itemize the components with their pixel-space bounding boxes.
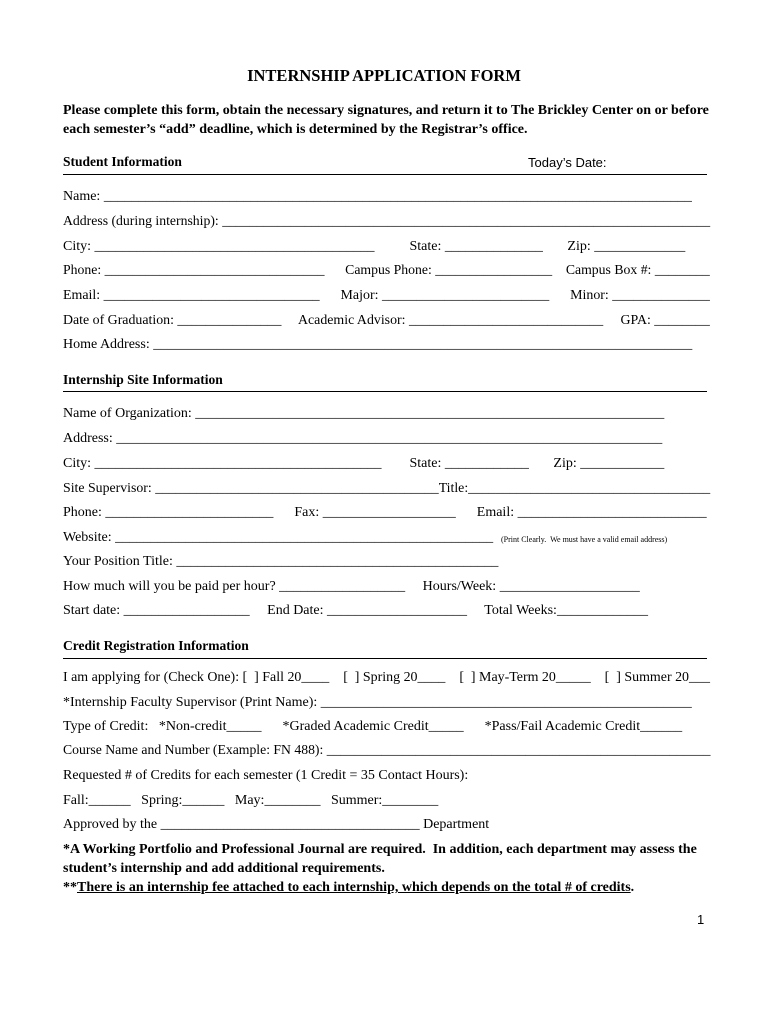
requested-credits-label: Requested # of Credits for each semester (1 Credit = 35 Contact Hours): — [63, 768, 469, 783]
city-state-zip-fields[interactable]: City: ________________________________________ State: ______________ Zip: _____________ — [63, 239, 686, 254]
footnote-portfolio-line-1: *A Working Portfolio and Professional Journal are required. In addition, each department may assess the — [63, 842, 697, 857]
home-address-field[interactable]: Home Address: _____________________________________________________________________________ — [63, 337, 693, 352]
organization-name-field[interactable]: Name of Organization: ___________________________________________________________________ — [63, 406, 665, 421]
page-number: 1 — [697, 912, 705, 927]
todays-date-label: Today’s Date: — [528, 155, 607, 170]
section-heading-site: Internship Site Information — [63, 372, 223, 387]
email-major-minor-fields[interactable]: Email: _______________________________ Major: ________________________ Minor: ______________ — [63, 288, 710, 303]
section-heading-credit: Credit Registration Information — [63, 638, 249, 653]
term-checkboxes[interactable]: I am applying for (Check One): [ ] Fall 20____ [ ] Spring 20____ [ ] May-Term 20_____ [ ] Summer 20___ — [63, 670, 710, 685]
footnote-portfolio-line-2: student’s internship and add additional requirements. — [63, 861, 385, 876]
name-field[interactable]: Name: ____________________________________________________________________________________ — [63, 189, 692, 204]
page-title: INTERNSHIP APPLICATION FORM — [247, 66, 521, 85]
intro-text-line-2: each semester’s “add” deadline, which is determined by the Registrar’s office. — [63, 122, 528, 137]
section-divider — [63, 391, 707, 392]
website-field[interactable]: Website: ______________________________________________________ — [63, 530, 494, 545]
dates-weeks-fields[interactable]: Start date: __________________ End Date: ____________________ Total Weeks:_____________ — [63, 603, 648, 618]
credit-type-fields[interactable]: Type of Credit: *Non-credit_____ *Graded Academic Credit_____ *Pass/Fail Academic Credit______ — [63, 719, 683, 734]
phone-campus-fields[interactable]: Phone: ________________________________ Campus Phone: _________________ Campus Box #: ________ — [63, 263, 710, 278]
footnote-fee — [63, 880, 634, 896]
address-during-internship-field[interactable]: Address (during internship): _______________________________________________________________________ — [63, 214, 711, 229]
faculty-supervisor-field[interactable]: *Internship Faculty Supervisor (Print Name): _____________________________________________________ — [63, 695, 692, 710]
section-divider — [63, 174, 707, 175]
website-note: (Print Clearly. We must have a valid email address) — [501, 535, 668, 544]
site-phone-fax-email-fields[interactable]: Phone: ________________________ Fax: ___________________ Email: ___________________________ — [63, 505, 707, 520]
intro-text-line-1: Please complete this form, obtain the necessary signatures, and return it to The Brickley Center on or before — [63, 103, 709, 118]
site-address-field[interactable]: Address: ______________________________________________________________________________ — [63, 431, 663, 446]
position-title-field[interactable]: Your Position Title: ______________________________________________ — [63, 554, 499, 569]
footnote-fee-suffix: . — [630, 880, 635, 895]
graduation-advisor-gpa-fields[interactable]: Date of Graduation: _______________ Academic Advisor: ____________________________ GPA: ________ — [63, 313, 710, 328]
pay-hours-fields[interactable]: How much will you be paid per hour? __________________ Hours/Week: ____________________ — [63, 579, 640, 594]
section-heading-student: Student Information — [63, 154, 182, 169]
footnote-fee-text: There is an internship fee attached to each internship, which depends on the total # of credits — [77, 880, 631, 895]
site-supervisor-title-fields[interactable]: Site Supervisor: _________________________________________Title:___________________________________ — [63, 481, 711, 496]
section-divider — [63, 658, 707, 659]
credits-per-term-fields[interactable]: Fall:______ Spring:______ May:________ Summer:________ — [63, 793, 439, 808]
course-name-field[interactable]: Course Name and Number (Example: FN 488): ________________________________________________________ — [63, 743, 711, 758]
footnote-fee-prefix: ** — [63, 880, 77, 895]
site-city-state-zip-fields[interactable]: City: _________________________________________ State: ____________ Zip: ____________ — [63, 456, 665, 471]
approved-by-field[interactable]: Approved by the _____________________________________ Department — [63, 817, 490, 832]
